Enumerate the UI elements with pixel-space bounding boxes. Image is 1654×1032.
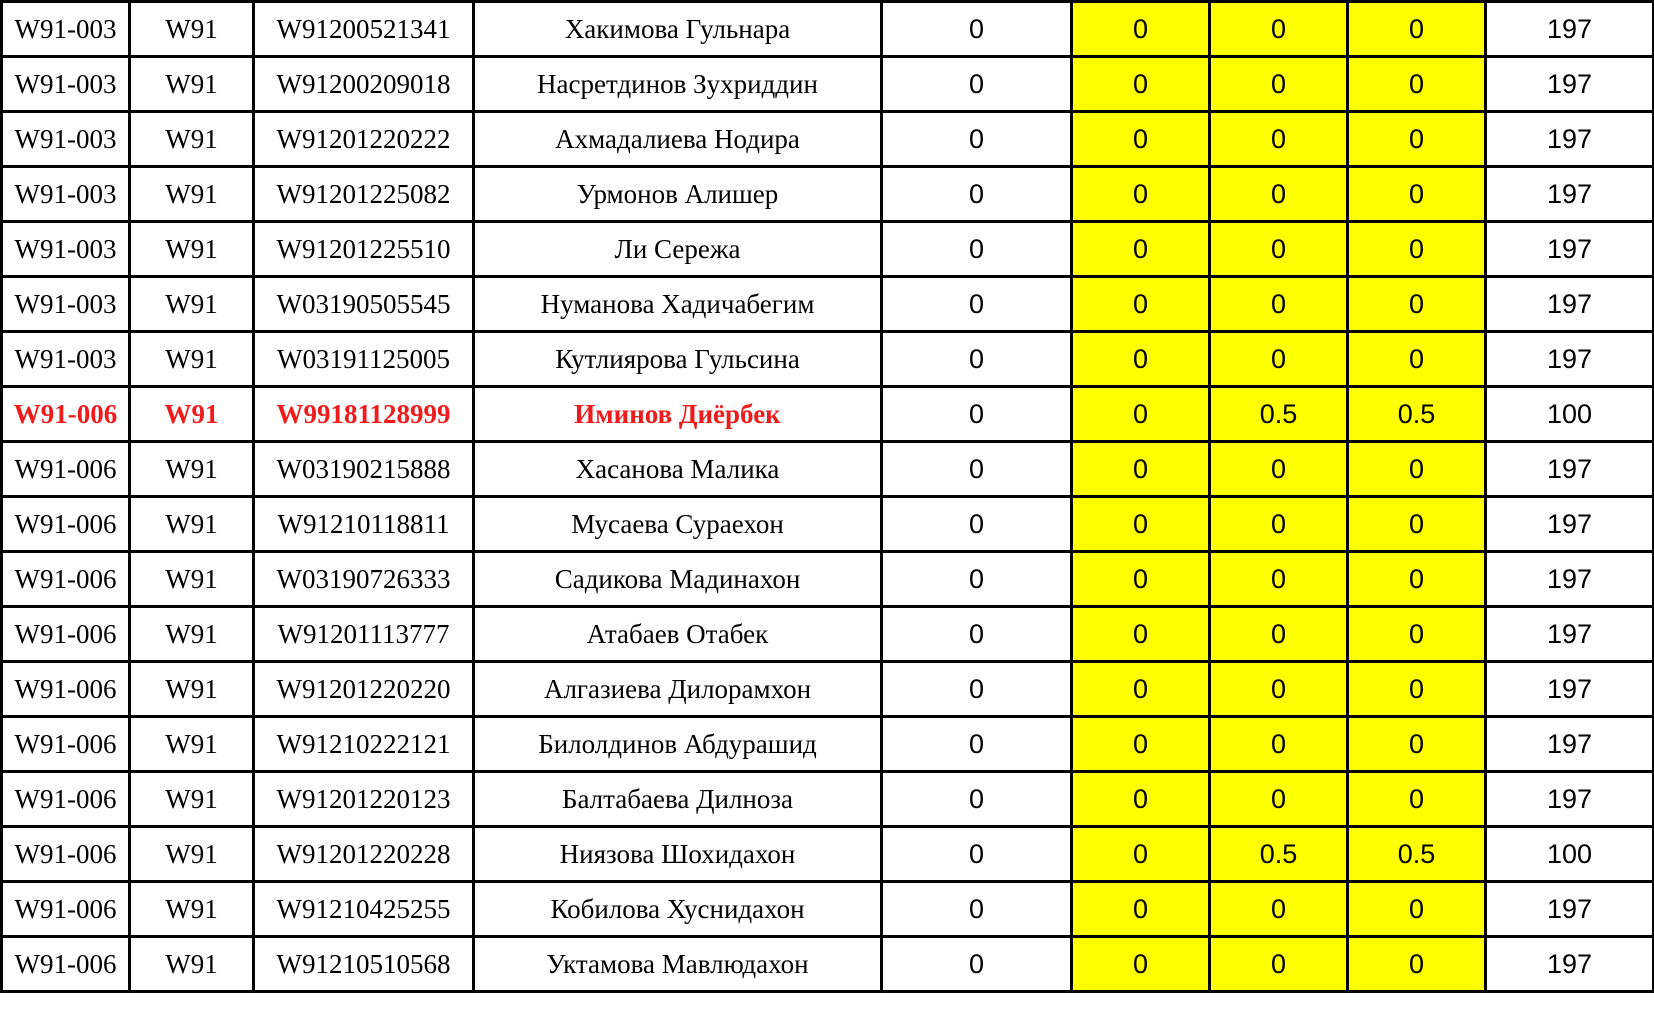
code-cell: W91 (130, 827, 254, 882)
group-cell: W91-006 (2, 937, 130, 992)
value-cell-3: 0 (1210, 882, 1348, 937)
group-cell: W91-003 (2, 277, 130, 332)
value-cell-3: 0 (1210, 937, 1348, 992)
code-cell: W91 (130, 772, 254, 827)
value-cell-1: 0 (882, 717, 1072, 772)
value-cell-1: 0 (882, 112, 1072, 167)
id-cell: W91201225510 (254, 222, 474, 277)
name-cell: Иминов Диёрбек (474, 387, 882, 442)
value-cell-1: 0 (882, 937, 1072, 992)
value-cell-4: 0 (1348, 442, 1486, 497)
value-cell-4: 0 (1348, 277, 1486, 332)
value-cell-1: 0 (882, 827, 1072, 882)
value-cell-3: 0 (1210, 772, 1348, 827)
value-cell-2: 0 (1072, 332, 1210, 387)
value-cell-1: 0 (882, 222, 1072, 277)
id-cell: W03190726333 (254, 552, 474, 607)
code-cell: W91 (130, 607, 254, 662)
total-cell: 197 (1486, 167, 1654, 222)
value-cell-1: 0 (882, 277, 1072, 332)
value-cell-4: 0 (1348, 662, 1486, 717)
value-cell-1: 0 (882, 387, 1072, 442)
group-cell: W91-003 (2, 2, 130, 57)
value-cell-3: 0 (1210, 497, 1348, 552)
total-cell: 197 (1486, 552, 1654, 607)
value-cell-1: 0 (882, 57, 1072, 112)
id-cell: W91210425255 (254, 882, 474, 937)
value-cell-2: 0 (1072, 2, 1210, 57)
value-cell-2: 0 (1072, 277, 1210, 332)
value-cell-4: 0 (1348, 772, 1486, 827)
table-row (2, 552, 1654, 607)
total-cell: 197 (1486, 772, 1654, 827)
value-cell-1: 0 (882, 882, 1072, 937)
table-body (2, 2, 1654, 992)
total-cell: 197 (1486, 277, 1654, 332)
code-cell: W91 (130, 497, 254, 552)
group-cell: W91-006 (2, 497, 130, 552)
value-cell-1: 0 (882, 607, 1072, 662)
name-cell: Ниязова Шохидахон (474, 827, 882, 882)
id-cell: W03191125005 (254, 332, 474, 387)
id-cell: W91210222121 (254, 717, 474, 772)
value-cell-3: 0.5 (1210, 387, 1348, 442)
group-cell: W91-006 (2, 717, 130, 772)
code-cell: W91 (130, 387, 254, 442)
value-cell-3: 0 (1210, 167, 1348, 222)
group-cell: W91-006 (2, 882, 130, 937)
group-cell: W91-006 (2, 442, 130, 497)
total-cell: 100 (1486, 827, 1654, 882)
value-cell-4: 0 (1348, 222, 1486, 277)
table-row (2, 167, 1654, 222)
code-cell: W91 (130, 332, 254, 387)
id-cell: W91210510568 (254, 937, 474, 992)
id-cell: W91201220222 (254, 112, 474, 167)
value-cell-1: 0 (882, 442, 1072, 497)
value-cell-1: 0 (882, 2, 1072, 57)
id-cell: W03190215888 (254, 442, 474, 497)
value-cell-4: 0 (1348, 552, 1486, 607)
total-cell: 197 (1486, 2, 1654, 57)
value-cell-4: 0 (1348, 717, 1486, 772)
value-cell-2: 0 (1072, 882, 1210, 937)
value-cell-2: 0 (1072, 937, 1210, 992)
value-cell-3: 0 (1210, 112, 1348, 167)
table-row (2, 882, 1654, 937)
value-cell-4: 0.5 (1348, 827, 1486, 882)
name-cell: Урмонов Алишер (474, 167, 882, 222)
group-cell: W91-006 (2, 827, 130, 882)
value-cell-1: 0 (882, 772, 1072, 827)
table-row (2, 332, 1654, 387)
value-cell-4: 0 (1348, 112, 1486, 167)
code-cell: W91 (130, 57, 254, 112)
group-cell: W91-006 (2, 662, 130, 717)
value-cell-4: 0 (1348, 57, 1486, 112)
value-cell-2: 0 (1072, 167, 1210, 222)
group-cell: W91-006 (2, 607, 130, 662)
value-cell-3: 0.5 (1210, 827, 1348, 882)
value-cell-2: 0 (1072, 112, 1210, 167)
total-cell: 197 (1486, 937, 1654, 992)
name-cell: Кобилова Хуснидахон (474, 882, 882, 937)
table-row (2, 497, 1654, 552)
value-cell-4: 0.5 (1348, 387, 1486, 442)
total-cell: 197 (1486, 57, 1654, 112)
code-cell: W91 (130, 2, 254, 57)
total-cell: 197 (1486, 497, 1654, 552)
id-cell: W91210118811 (254, 497, 474, 552)
code-cell: W91 (130, 552, 254, 607)
total-cell: 197 (1486, 332, 1654, 387)
code-cell: W91 (130, 112, 254, 167)
name-cell: Алгазиева Дилорамхон (474, 662, 882, 717)
table-row (2, 717, 1654, 772)
value-cell-3: 0 (1210, 2, 1348, 57)
group-cell: W91-003 (2, 112, 130, 167)
total-cell: 100 (1486, 387, 1654, 442)
value-cell-2: 0 (1072, 662, 1210, 717)
value-cell-2: 0 (1072, 387, 1210, 442)
value-cell-2: 0 (1072, 222, 1210, 277)
table-row (2, 222, 1654, 277)
value-cell-2: 0 (1072, 442, 1210, 497)
code-cell: W91 (130, 442, 254, 497)
code-cell: W91 (130, 717, 254, 772)
id-cell: W03190505545 (254, 277, 474, 332)
table-row (2, 277, 1654, 332)
code-cell: W91 (130, 662, 254, 717)
value-cell-3: 0 (1210, 662, 1348, 717)
total-cell: 197 (1486, 222, 1654, 277)
name-cell: Ли Сережа (474, 222, 882, 277)
total-cell: 197 (1486, 607, 1654, 662)
value-cell-2: 0 (1072, 497, 1210, 552)
value-cell-3: 0 (1210, 57, 1348, 112)
group-cell: W91-003 (2, 222, 130, 277)
value-cell-1: 0 (882, 332, 1072, 387)
total-cell: 197 (1486, 717, 1654, 772)
total-cell: 197 (1486, 662, 1654, 717)
name-cell: Мусаева Сураехон (474, 497, 882, 552)
code-cell: W91 (130, 222, 254, 277)
id-cell: W91201220220 (254, 662, 474, 717)
table-row (2, 827, 1654, 882)
table-row (2, 607, 1654, 662)
table-row (2, 937, 1654, 992)
group-cell: W91-003 (2, 332, 130, 387)
group-cell: W91-006 (2, 387, 130, 442)
table-row (2, 112, 1654, 167)
value-cell-4: 0 (1348, 167, 1486, 222)
table-row (2, 57, 1654, 112)
name-cell: Билолдинов Абдурашид (474, 717, 882, 772)
name-cell: Садикова Мадинахон (474, 552, 882, 607)
name-cell: Кутлиярова Гульсина (474, 332, 882, 387)
value-cell-3: 0 (1210, 442, 1348, 497)
name-cell: Нуманова Хадичабегим (474, 277, 882, 332)
value-cell-4: 0 (1348, 497, 1486, 552)
value-cell-4: 0 (1348, 607, 1486, 662)
total-cell: 197 (1486, 442, 1654, 497)
id-cell: W91200209018 (254, 57, 474, 112)
table-row (2, 442, 1654, 497)
value-cell-4: 0 (1348, 332, 1486, 387)
value-cell-3: 0 (1210, 717, 1348, 772)
group-cell: W91-003 (2, 57, 130, 112)
group-cell: W91-006 (2, 552, 130, 607)
value-cell-3: 0 (1210, 277, 1348, 332)
name-cell: Уктамова Мавлюдахон (474, 937, 882, 992)
value-cell-3: 0 (1210, 607, 1348, 662)
id-cell: W91200521341 (254, 2, 474, 57)
value-cell-4: 0 (1348, 937, 1486, 992)
name-cell: Атабаев Отабек (474, 607, 882, 662)
value-cell-4: 0 (1348, 882, 1486, 937)
value-cell-1: 0 (882, 662, 1072, 717)
group-cell: W91-003 (2, 167, 130, 222)
value-cell-3: 0 (1210, 222, 1348, 277)
name-cell: Хакимова Гульнара (474, 2, 882, 57)
name-cell: Насретдинов Зухриддин (474, 57, 882, 112)
id-cell: W91201225082 (254, 167, 474, 222)
value-cell-1: 0 (882, 167, 1072, 222)
total-cell: 197 (1486, 882, 1654, 937)
code-cell: W91 (130, 167, 254, 222)
id-cell: W99181128999 (254, 387, 474, 442)
name-cell: Хасанова Малика (474, 442, 882, 497)
value-cell-1: 0 (882, 552, 1072, 607)
value-cell-3: 0 (1210, 332, 1348, 387)
table-row (2, 2, 1654, 57)
value-cell-2: 0 (1072, 57, 1210, 112)
code-cell: W91 (130, 882, 254, 937)
id-cell: W91201220228 (254, 827, 474, 882)
value-cell-4: 0 (1348, 2, 1486, 57)
code-cell: W91 (130, 277, 254, 332)
value-cell-2: 0 (1072, 772, 1210, 827)
table-row (2, 387, 1654, 442)
value-cell-2: 0 (1072, 607, 1210, 662)
group-cell: W91-006 (2, 772, 130, 827)
total-cell: 197 (1486, 112, 1654, 167)
name-cell: Балтабаева Дилноза (474, 772, 882, 827)
code-cell: W91 (130, 937, 254, 992)
name-cell: Ахмадалиева Нодира (474, 112, 882, 167)
value-cell-2: 0 (1072, 827, 1210, 882)
table-row (2, 772, 1654, 827)
value-cell-3: 0 (1210, 552, 1348, 607)
value-cell-1: 0 (882, 497, 1072, 552)
table-row (2, 662, 1654, 717)
id-cell: W91201220123 (254, 772, 474, 827)
id-cell: W91201113777 (254, 607, 474, 662)
value-cell-2: 0 (1072, 552, 1210, 607)
value-cell-2: 0 (1072, 717, 1210, 772)
